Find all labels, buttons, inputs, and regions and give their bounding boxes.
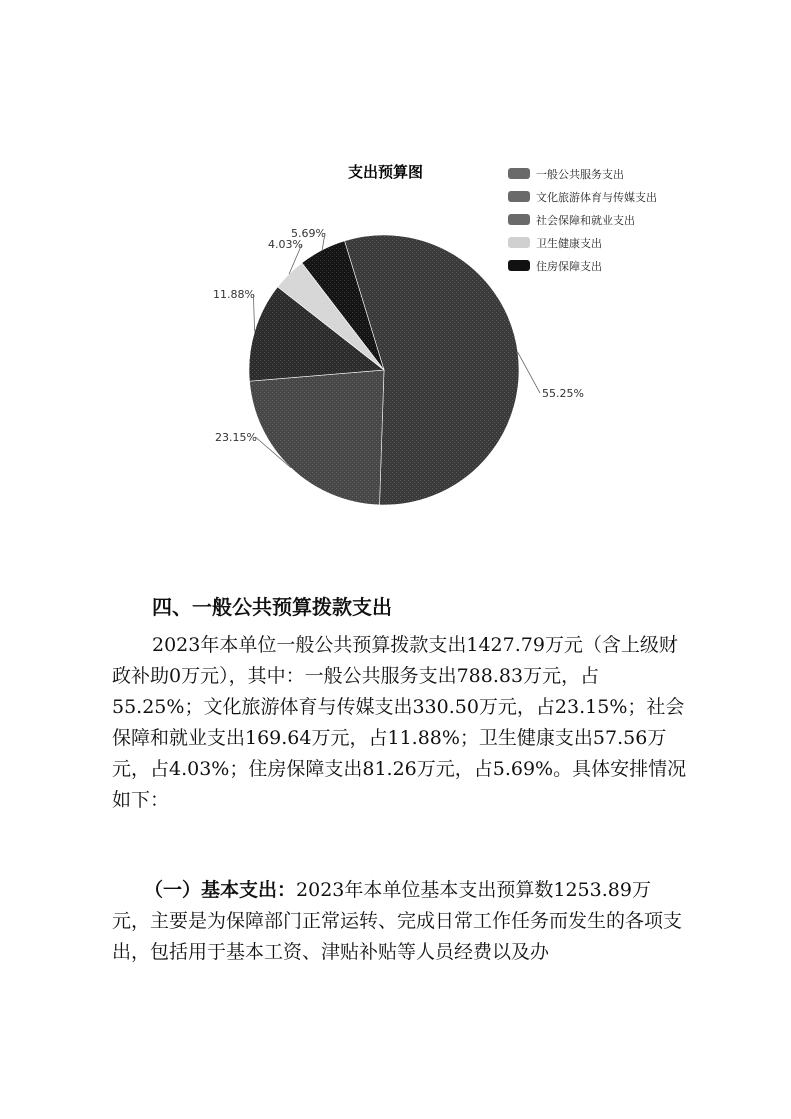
slice-label: 11.88% xyxy=(213,288,255,301)
legend-swatch xyxy=(508,237,530,248)
slice-label: 4.03% xyxy=(268,238,303,251)
pie-slice-texture xyxy=(249,370,384,505)
legend-label: 文化旅游体育与传媒支出 xyxy=(536,191,657,204)
chart-title: 支出预算图 xyxy=(348,163,424,181)
legend-label: 住房保障支出 xyxy=(536,260,602,273)
section-heading: 四、一般公共预算拨款支出 xyxy=(152,595,392,619)
legend-swatch xyxy=(508,260,530,271)
paragraph-basic-expenditure xyxy=(112,875,687,968)
slice-leader-line xyxy=(518,352,540,393)
chart-legend xyxy=(508,167,657,273)
pie-slices xyxy=(249,235,519,505)
legend-label: 社会保障和就业支出 xyxy=(536,214,635,227)
slice-label: 23.15% xyxy=(215,431,257,444)
legend-swatch xyxy=(508,214,530,225)
paragraph-body: 2023年本单位基本支出预算数1253.89万元，主要是为保障部门正常运转、完成日常工作任务而发生的各项支出，包括用于基本工资、津贴补贴等人员经费以及办 xyxy=(112,879,683,963)
slice-label: 5.69% xyxy=(291,227,326,240)
paragraph-appropriation-summary: 2023年本单位一般公共预算拨款支出1427.79万元（含上级财政补助0万元），其中：一般公共服务支出788.83万元，占55.25%；文化旅游体育与传媒支出330.50万元，占23.15%；社会保障和就业支出169.64万元，占11.88%；卫生健康支出57.56万元，占4.03%；住房保障支出81.26万元，占5.69%。具体安排情况如下： xyxy=(112,634,687,811)
legend-swatch xyxy=(508,191,530,202)
legend-swatch xyxy=(508,168,530,179)
legend-label: 一般公共服务支出 xyxy=(536,168,624,181)
legend-label: 卫生健康支出 xyxy=(536,237,602,250)
paragraph-lead: （一）基本支出： xyxy=(144,879,297,901)
slice-label: 55.25% xyxy=(542,387,584,400)
